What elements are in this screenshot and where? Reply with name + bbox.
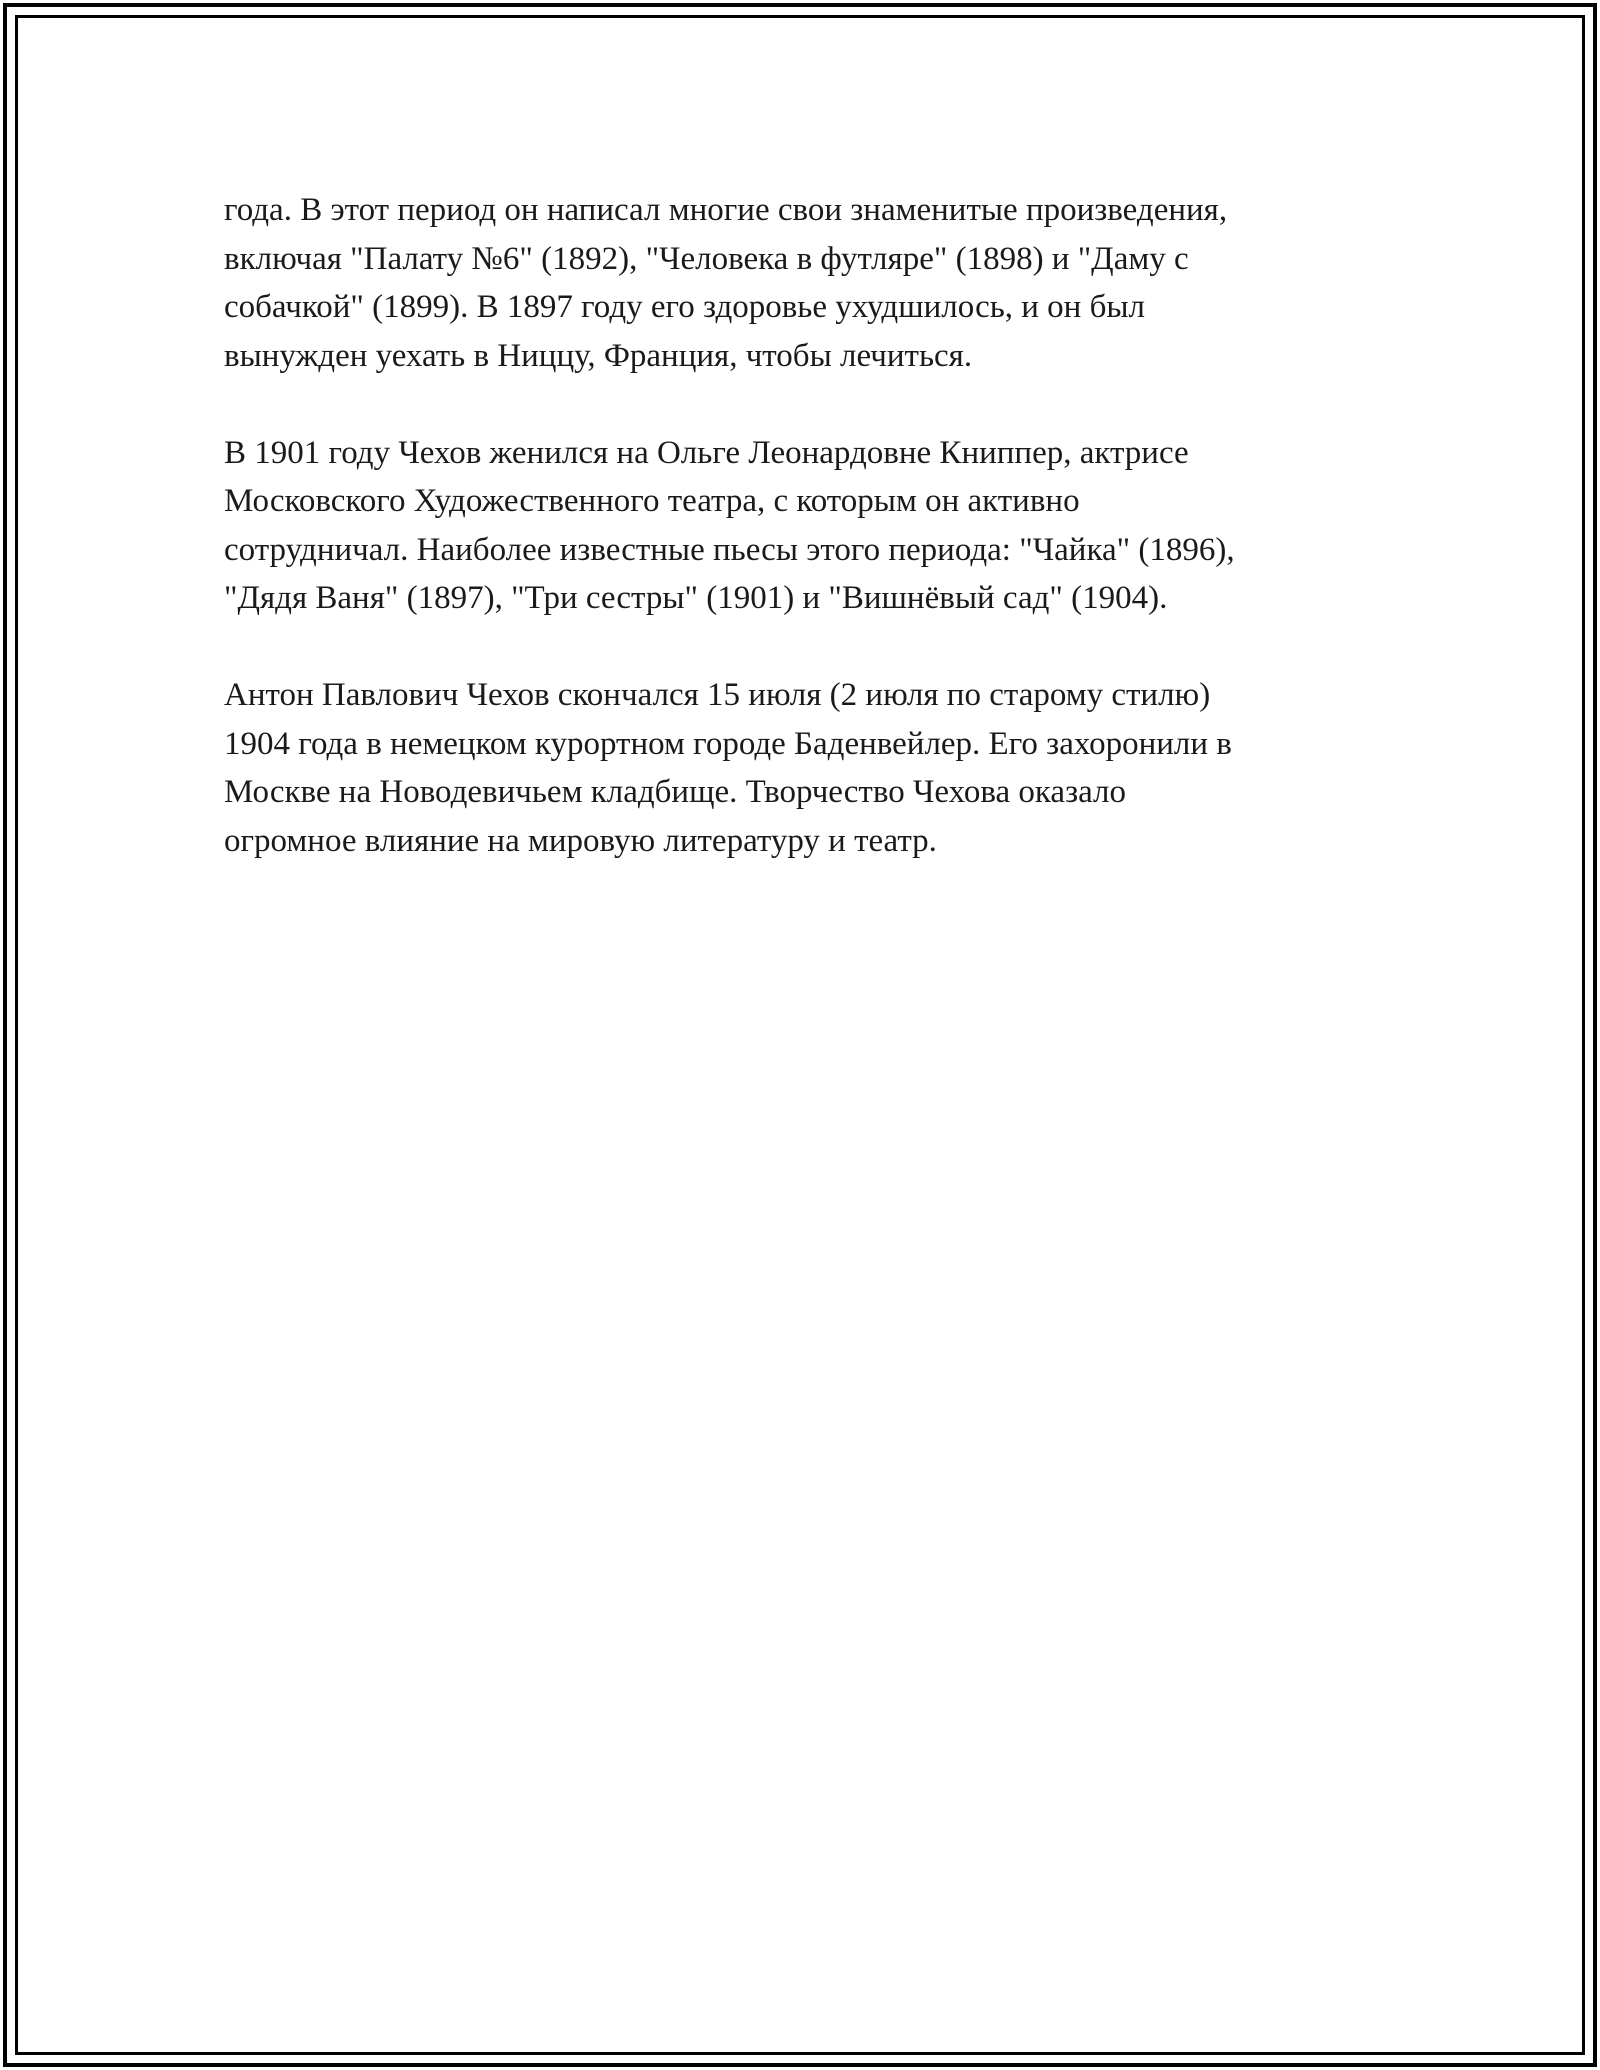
text-line: сотрудничал. Наиболее известные пьесы этого периода: "Чайка" (1896), — [224, 531, 1235, 568]
text-line: Москве на Новодевичьем кладбище. Творчество Чехова оказало — [224, 774, 1127, 810]
paragraph-marriage — [224, 429, 1404, 623]
text-line: Московского Художественного театра, с которым он активно — [224, 483, 1080, 519]
text-line: года. В этот период он написал многие свои знаменитые произведения, — [224, 192, 1228, 228]
paragraph-death — [224, 671, 1404, 865]
text-line: Антон Павлович Чехов скончался 15 июля (2 июля по старому стилю) — [224, 677, 1211, 713]
paragraph-works — [224, 186, 1404, 380]
document-body — [224, 186, 1404, 914]
text-line: "Дядя Ваня" (1897), "Три сестры" (1901) и "Вишнёвый сад" (1904). — [224, 580, 1168, 616]
text-line: включая "Палату №6" (1892), "Человека в футляре" (1898) и "Даму с — [224, 240, 1189, 277]
text-line: огромное влияние на мировую литературу и театр. — [224, 822, 937, 859]
text-line: вынужден уехать в Ниццу, Франция, чтобы лечиться. — [224, 337, 973, 374]
text-line: 1904 года в немецком курортном городе Баденвейлер. Его захоронили в — [224, 725, 1232, 762]
text-line: В 1901 году Чехов женился на Ольге Леонардовне Книппер, актрисе — [224, 434, 1189, 471]
text-line: собачкой" (1899). В 1897 году его здоровье ухудшилось, и он был — [224, 289, 1146, 325]
